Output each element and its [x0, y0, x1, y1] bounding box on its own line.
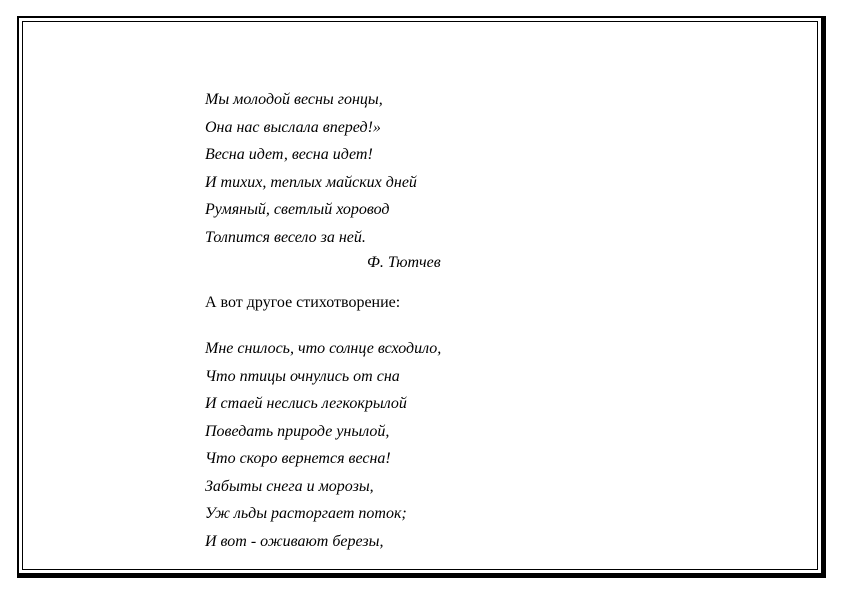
poem-line: Толпится весело за ней.: [205, 228, 366, 246]
poem-line: Она нас выслала вперед!»: [205, 118, 381, 136]
poem-author: Ф. Тютчев: [367, 254, 441, 271]
poem-line: И вот - оживают березы,: [205, 532, 384, 550]
poem-line: Забыты снега и морозы,: [205, 477, 374, 495]
poem-line: Мы молодой весны гонцы,: [205, 91, 383, 108]
poem-line: Румяный, светлый хоровод: [205, 201, 390, 218]
poem-line: Поведать природе унылой,: [205, 422, 390, 440]
intro-heading: А вот другое стихотворение:: [205, 294, 401, 311]
poem-line: И тихих, теплых майских дней: [205, 173, 417, 191]
poem-line: И стаей неслись легкокрылой: [205, 395, 407, 412]
poem-line: Уж льды расторгает поток;: [205, 505, 407, 522]
poem-line: Мне снилось, что солнце всходило,: [205, 340, 442, 357]
poem-line: Весна идет, весна идет!: [205, 146, 373, 163]
poem-line: Что скоро вернется весна!: [205, 450, 391, 467]
poem-line: Что птицы очнулись от сна: [205, 367, 400, 385]
document-body: [205, 86, 625, 555]
poem-second: [205, 335, 625, 555]
poem-tyutchev: [205, 86, 625, 251]
